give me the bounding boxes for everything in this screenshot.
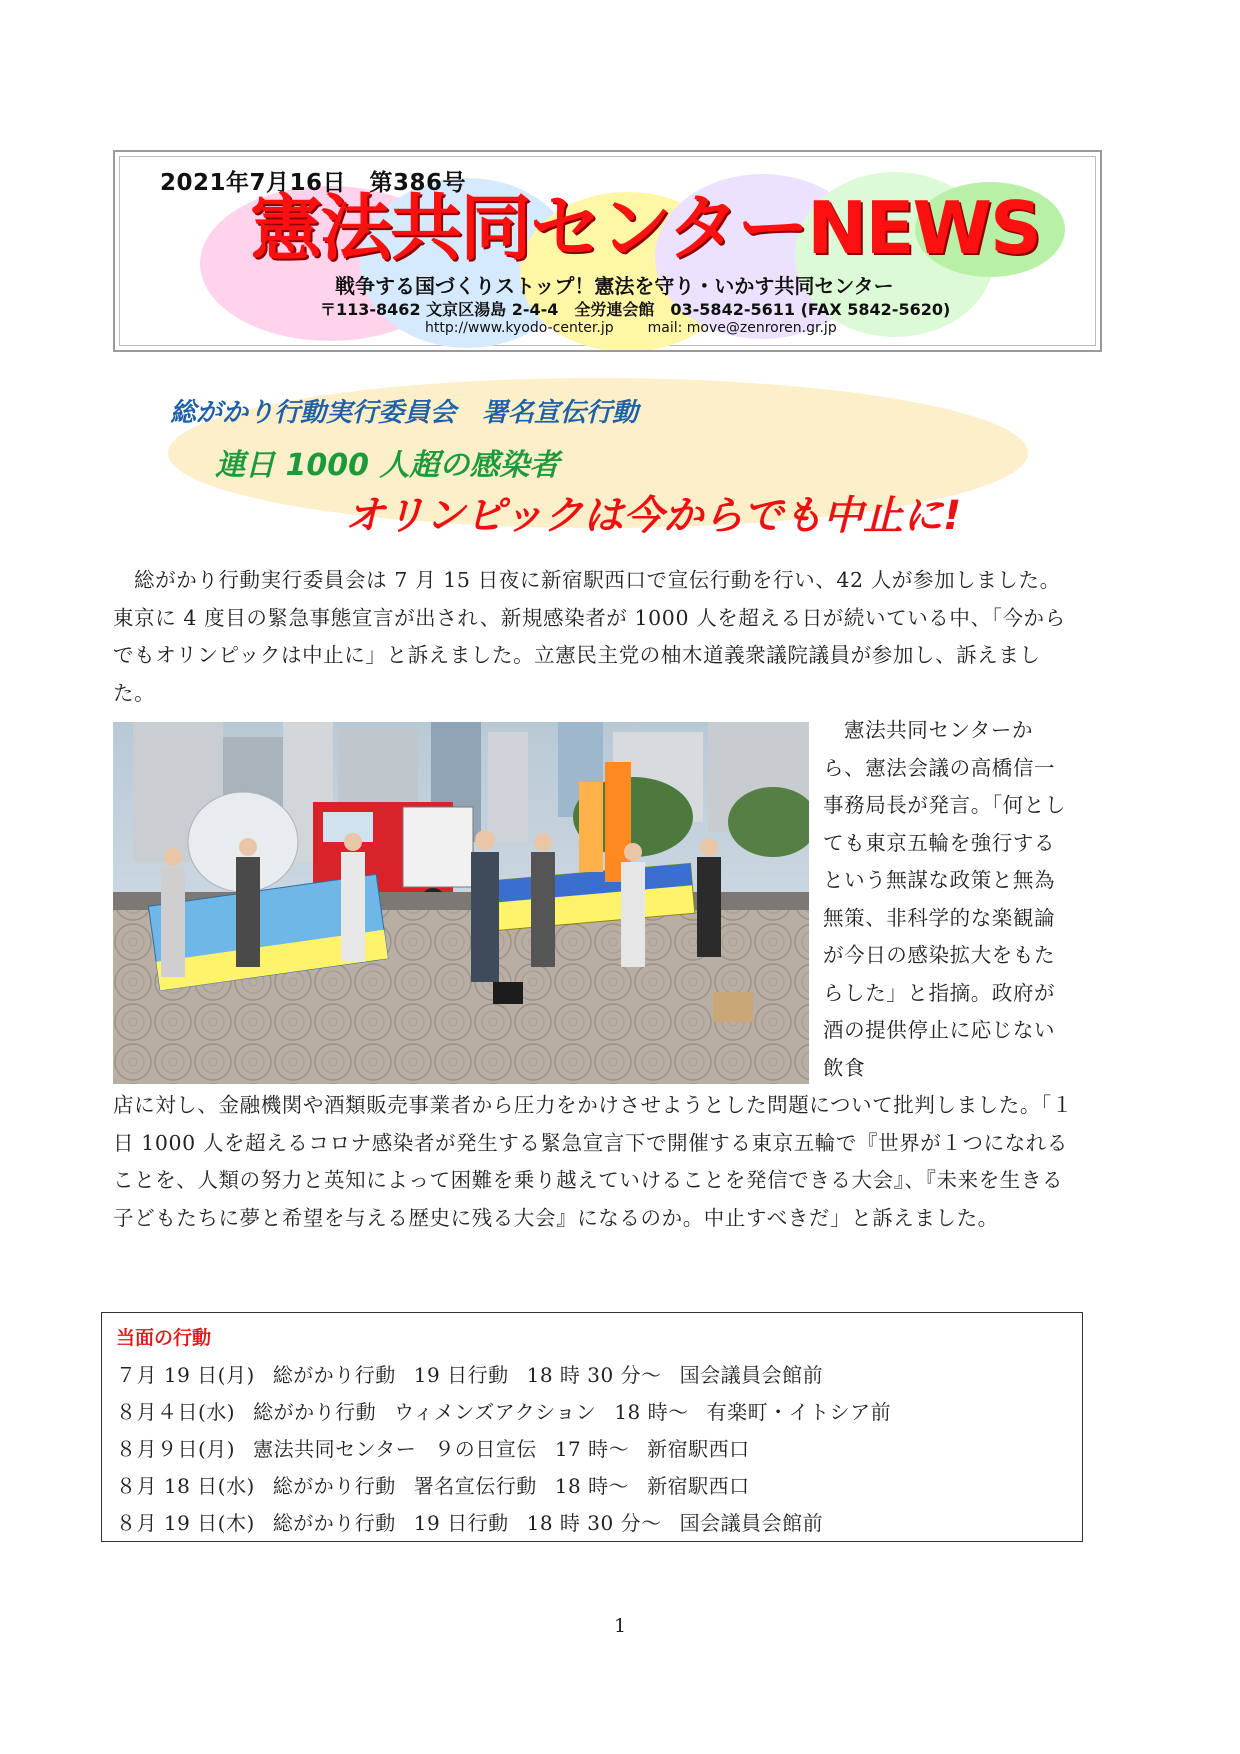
schedule-event: ９の日宣伝	[434, 1437, 537, 1461]
schedule-place: 有楽町・イトシア前	[706, 1400, 892, 1424]
schedule-group: 総がかり行動	[272, 1474, 396, 1498]
article-paragraph-3: 店に対し、金融機関や酒類販売事業者から圧力をかけさせようとした問題について批判しました。「１日 1000 人を超えるコロナ感染者が発生する緊急宣言下で開催する東京五輪で『世界が１つになれることを、人類の努力と英知によって困難を乗り越えていけることを発信できる大会』、『未来を生きる子どもたちに夢と希望を与える歴史に残る大会』になるのか。中止すべきだ」と訴えました。	[113, 1093, 1073, 1230]
article-paragraph-2: 憲法共同センターから、憲法会議の高橋信一事務局長が発言。「何としても東京五輪を強行するという無謀な政策と無為無策、非科学的な楽観論が今日の感染拡大をもたらした」と指摘。政府が酒の提供停止に応じない飲食	[823, 718, 1066, 1080]
schedule-date: ８月 18 日(水)	[116, 1474, 255, 1498]
schedule-row	[116, 1470, 768, 1499]
schedule-time: 18 時 30 分～	[526, 1511, 662, 1535]
issue-date: 2021年7月16日 第386号	[160, 170, 467, 196]
schedule-date: ８月 19 日(木)	[116, 1511, 255, 1535]
schedule-event: ウィメンズアクション	[394, 1400, 597, 1424]
schedule-event: 19 日行動	[413, 1511, 509, 1535]
schedule-event: 署名宣伝行動	[413, 1474, 537, 1498]
schedule-group: 総がかり行動	[272, 1511, 396, 1535]
schedule-box	[101, 1312, 1083, 1542]
page-number: 1	[613, 1615, 627, 1637]
event-photo	[113, 722, 809, 1084]
schedule-event: 19 日行動	[413, 1363, 509, 1387]
schedule-place: 国会議員会館前	[679, 1511, 824, 1535]
headline-organizer: 総がかり行動実行委員会 署名宣伝行動	[170, 398, 639, 428]
article-paragraph-1: 総がかり行動実行委員会は 7 月 15 日夜に新宿駅西口で宣伝行動を行い、42 人が参加しました。東京に 4 度目の緊急事態宣言が出され、新規感染者が 1000 人を超える日が続いている中、「今からでもオリンピックは中止に」と訴えました。立憲民主党の柚木道義衆議院議員が参加し、訴えました。	[113, 568, 1066, 705]
photo-illustration	[113, 722, 809, 1084]
headline-main: オリンピックは今からでも中止に!	[345, 493, 962, 539]
schedule-date: ８月９日(月)	[116, 1437, 236, 1461]
schedule-row	[116, 1396, 909, 1425]
masthead	[113, 150, 1102, 352]
website-link[interactable]: http://www.kyodo-center.jp	[425, 320, 614, 336]
schedule-date: ８月４日(水)	[116, 1400, 236, 1424]
address: 〒113-8462 文京区湯島 2-4-4 全労連会館 03-5842-5611 (FAX 5842-5620)	[320, 300, 951, 319]
schedule-title: 当面の行動	[116, 1327, 212, 1349]
schedule-row	[116, 1507, 841, 1536]
tagline: 戦争する国づくりストップ！憲法を守り・いかす共同センター	[335, 274, 894, 298]
contact-line	[425, 320, 837, 336]
schedule-row	[116, 1433, 768, 1462]
schedule-row	[116, 1359, 841, 1388]
schedule-group: 総がかり行動	[253, 1400, 377, 1424]
schedule-group: 憲法共同センター	[253, 1437, 417, 1461]
schedule-time: 18 時 30 分～	[526, 1363, 662, 1387]
schedule-group: 総がかり行動	[272, 1363, 396, 1387]
schedule-time: 18 時～	[554, 1474, 630, 1498]
schedule-place: 新宿駅西口	[647, 1474, 750, 1498]
newsletter-title: 憲法共同センターNEWS	[250, 186, 1040, 270]
headline-subtitle: 連日 1000 人超の感染者	[215, 448, 560, 483]
mail-address[interactable]: mail: move@zenroren.gr.jp	[647, 320, 837, 336]
schedule-place: 新宿駅西口	[647, 1437, 750, 1461]
schedule-place: 国会議員会館前	[679, 1363, 824, 1387]
schedule-time: 17 時～	[554, 1437, 630, 1461]
schedule-time: 18 時～	[614, 1400, 689, 1424]
schedule-date: ７月 19 日(月)	[116, 1363, 255, 1387]
